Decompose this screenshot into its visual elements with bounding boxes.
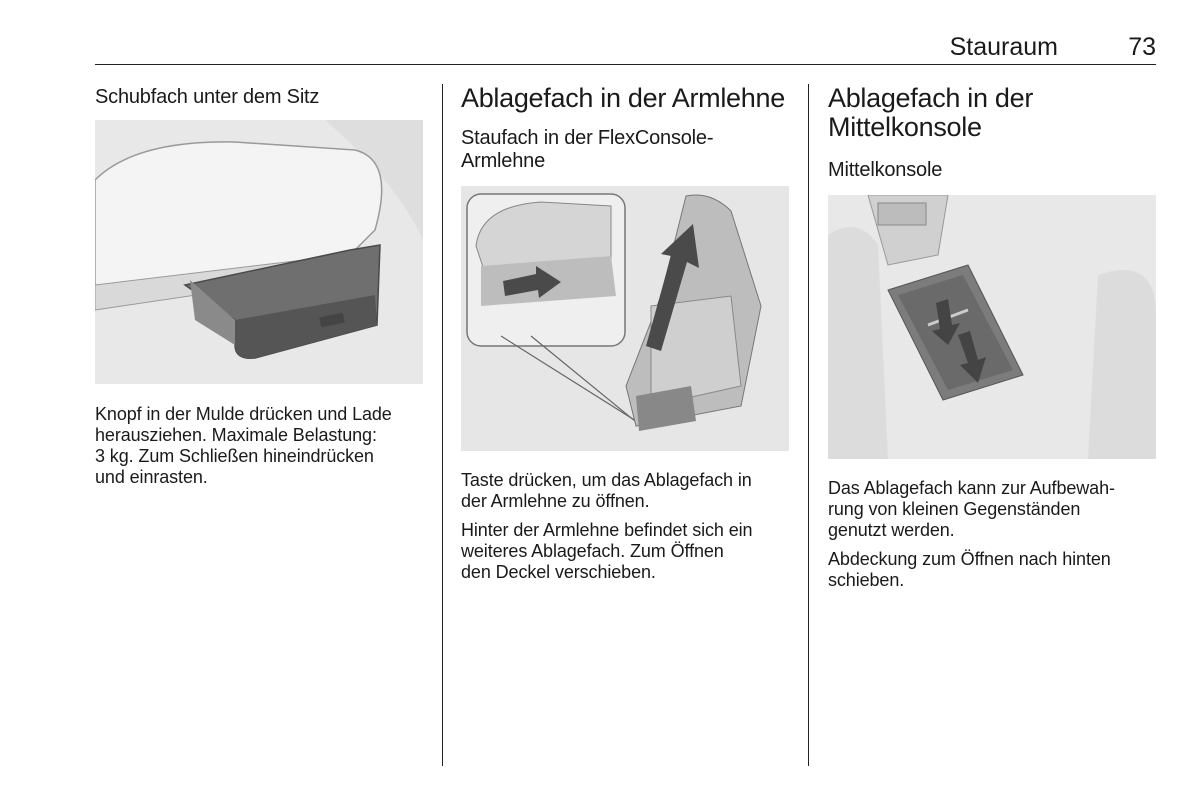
column-divider-2 [808, 84, 809, 766]
body-line: herausziehen. Maximale Belastung: [95, 425, 377, 445]
body-line: weiteres Ablagefach. Zum Öffnen [461, 541, 724, 561]
section-title-line: Ablagefach in der [828, 83, 1034, 113]
seat-drawer-illustration [95, 120, 423, 384]
body-line: genutzt werden. [828, 520, 955, 540]
header-rule [95, 64, 1156, 65]
body-line: 3 kg. Zum Schließen hineindrücken [95, 446, 374, 466]
body-line: Taste drücken, um das Ablagefach in [461, 470, 752, 490]
section-title: Ablagefach in der Armlehne [461, 83, 785, 113]
section-title-line: Mittelkonsole [828, 112, 982, 142]
body-line: rung von kleinen Gegenständen [828, 499, 1081, 519]
column-divider-1 [442, 84, 443, 766]
body-line: schieben. [828, 570, 905, 590]
column-center-console [828, 84, 1158, 591]
body-line: den Deckel verschieben. [461, 562, 656, 582]
subheading-line: Armlehne [461, 150, 545, 172]
column-armrest [461, 84, 791, 583]
running-header-title: Stauraum [949, 33, 1058, 61]
body-line: Abdeckung zum Öffnen nach hinten [828, 549, 1111, 569]
body-line: Hinter der Armlehne befindet sich ein [461, 520, 753, 540]
body-line: Das Ablagefach kann zur Aufbewah- [828, 478, 1115, 498]
subheading-line: Staufach in der FlexConsole- [461, 127, 714, 149]
body-line: Knopf in der Mulde drücken und Lade [95, 404, 392, 424]
column-seat-drawer [95, 84, 425, 488]
armrest-illustration [461, 186, 789, 451]
center-console-illustration [828, 195, 1156, 459]
section-heading: Schubfach unter dem Sitz [95, 86, 320, 108]
subheading: Mittelkonsole [828, 159, 943, 181]
body-line: und einrasten. [95, 467, 208, 487]
page-number: 73 [1128, 33, 1156, 61]
body-line: der Armlehne zu öffnen. [461, 491, 650, 511]
